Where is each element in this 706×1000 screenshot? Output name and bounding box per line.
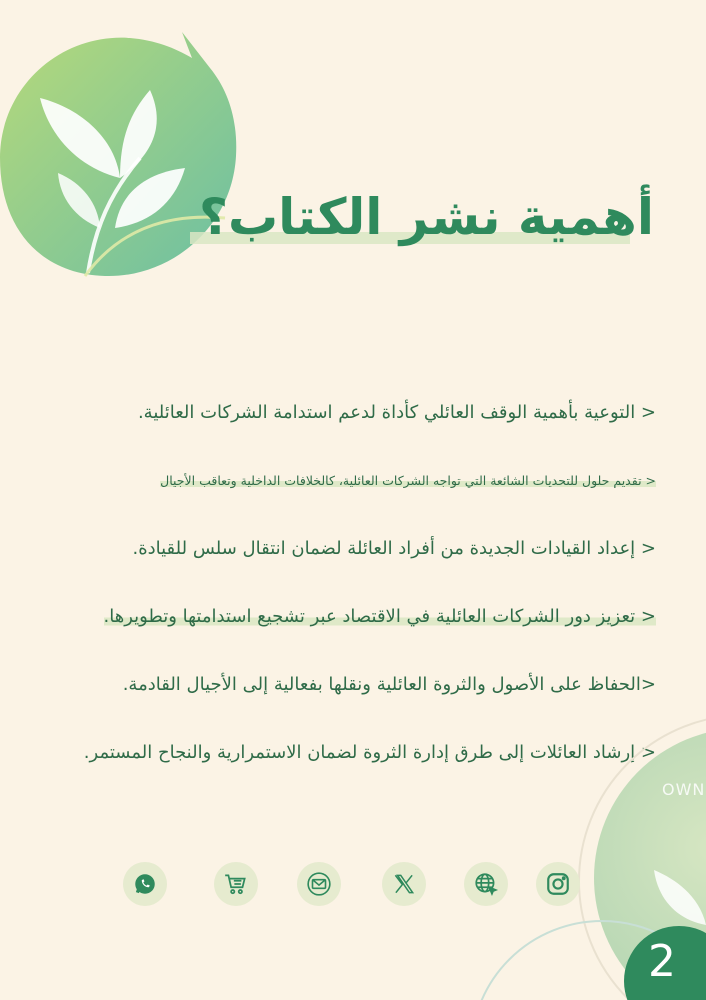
website-icon[interactable] [464, 862, 508, 906]
instagram-icon[interactable] [536, 862, 580, 906]
list-item: < إرشاد العائلات إلى طرق إدارة الثروة لضمان الاستمرارية والنجاح المستمر. [83, 742, 656, 763]
email-icon[interactable] [297, 862, 341, 906]
brand-text: OWN [662, 780, 706, 799]
list-item: < تعزيز دور الشركات العائلية في الاقتصاد عبر تشجيع استدامتها وتطويرها. [103, 606, 656, 627]
page-number: 2 [648, 936, 676, 987]
leaf-icon [648, 850, 706, 930]
list-item: <الحفاظ على الأصول والثروة العائلية ونقلها بفعالية إلى الأجيال القادمة. [122, 674, 656, 695]
goals-list [36, 398, 656, 806]
cart-icon[interactable] [214, 862, 258, 906]
whatsapp-icon[interactable] [123, 862, 167, 906]
list-item: < إعداد القيادات الجديدة من أفراد العائلة لضمان انتقال سلس للقيادة. [132, 538, 656, 559]
x-icon[interactable] [382, 862, 426, 906]
leaf-logo-icon [0, 28, 240, 288]
list-item: < التوعية بأهمية الوقف العائلي كأداة لدعم استدامة الشركات العائلية. [137, 402, 656, 423]
page-title: أهمية نشر الكتاب؟ [198, 188, 654, 246]
list-item: < تقديم حلول للتحديات الشائعة التي تواجه الشركات العائلية، كالخلافات الداخلية وتعاقب الأجيال [160, 473, 656, 488]
